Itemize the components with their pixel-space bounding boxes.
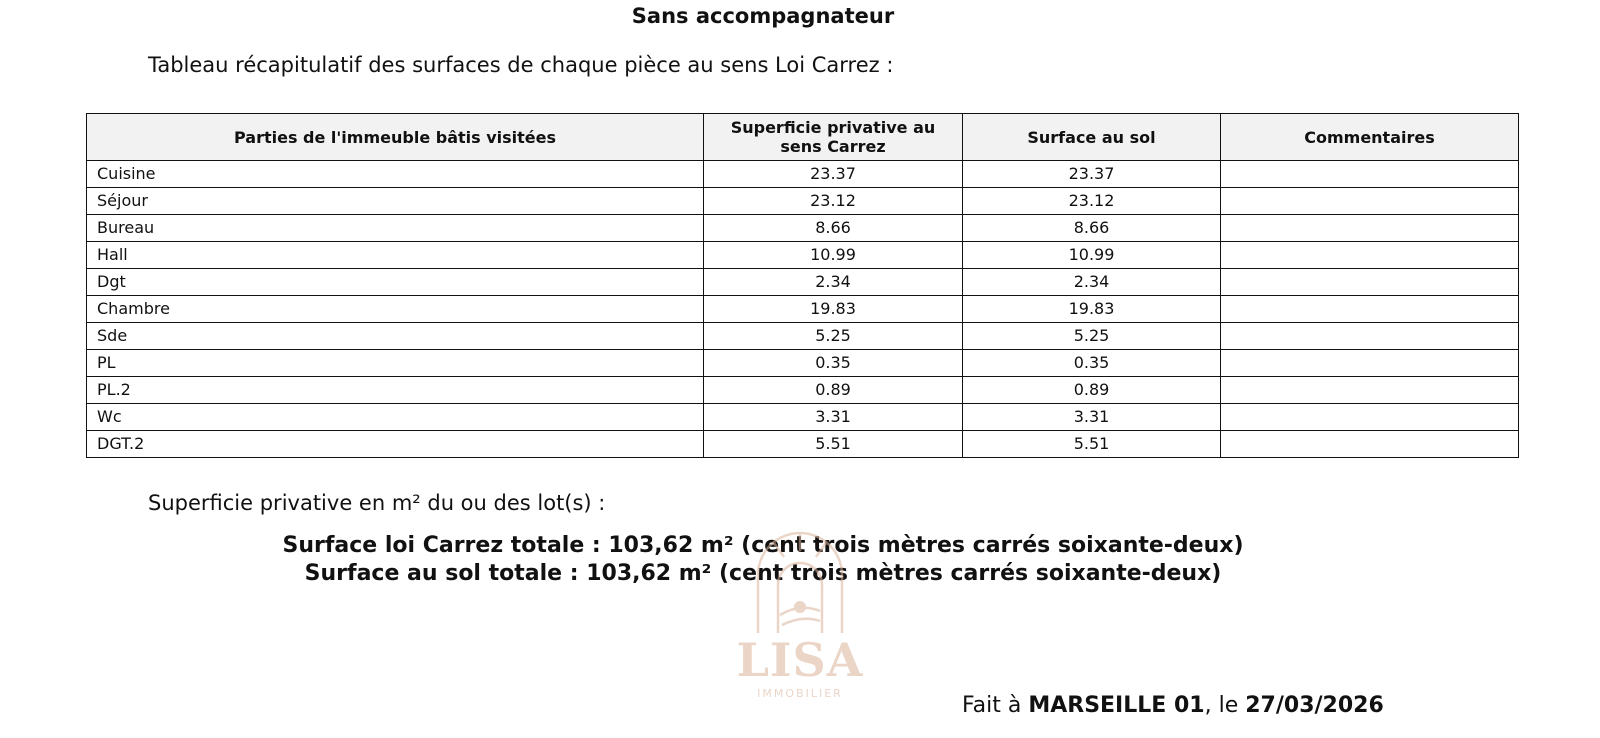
signoff-prefix: Fait à <box>962 693 1029 718</box>
table-row <box>87 242 1519 269</box>
carrez-cell: 19.83 <box>704 296 963 323</box>
carrez-cell: 23.37 <box>704 161 963 188</box>
section-heading: Sans accompagnateur <box>631 4 895 28</box>
sol-cell: 23.12 <box>963 188 1221 215</box>
room-cell: Wc <box>87 404 704 431</box>
sol-cell: 10.99 <box>963 242 1221 269</box>
room-cell: Hall <box>87 242 704 269</box>
surfaces-table <box>86 113 1519 458</box>
total-sol-line: Surface au sol totale : 103,62 m² (cent trois mètres carrés soixante-deux) <box>304 561 1222 586</box>
room-cell: Dgt <box>87 269 704 296</box>
comment-cell <box>1221 404 1519 431</box>
comment-cell <box>1221 188 1519 215</box>
comment-cell <box>1221 296 1519 323</box>
table-intro: Tableau récapitulatif des surfaces de chaque pièce au sens Loi Carrez : <box>148 53 894 77</box>
total-carrez-line: Surface loi Carrez totale : 103,62 m² (cent trois mètres carrés soixante-deux) <box>282 533 1244 558</box>
room-cell: PL.2 <box>87 377 704 404</box>
signoff-date: 27/03/2026 <box>1245 693 1384 718</box>
table-row <box>87 350 1519 377</box>
table-row <box>87 269 1519 296</box>
table-row <box>87 215 1519 242</box>
comment-cell <box>1221 215 1519 242</box>
agency-watermark <box>730 525 870 705</box>
header-room: Parties de l'immeuble bâtis visitées <box>87 114 704 161</box>
comment-cell <box>1221 377 1519 404</box>
table-row <box>87 296 1519 323</box>
signoff-city: MARSEILLE 01 <box>1028 693 1205 718</box>
table-header-row <box>87 114 1519 161</box>
carrez-cell: 10.99 <box>704 242 963 269</box>
lighthouse-logo-icon <box>730 525 870 635</box>
room-cell: Bureau <box>87 215 704 242</box>
carrez-cell: 3.31 <box>704 404 963 431</box>
comment-cell <box>1221 161 1519 188</box>
sol-cell: 19.83 <box>963 296 1221 323</box>
carrez-cell: 5.25 <box>704 323 963 350</box>
signoff-line <box>962 693 1384 718</box>
table-body <box>87 161 1519 458</box>
table-row <box>87 188 1519 215</box>
table-row <box>87 431 1519 458</box>
carrez-cell: 5.51 <box>704 431 963 458</box>
sol-cell: 5.51 <box>963 431 1221 458</box>
room-cell: Cuisine <box>87 161 704 188</box>
table-row <box>87 323 1519 350</box>
header-sol: Surface au sol <box>963 114 1221 161</box>
sol-cell: 3.31 <box>963 404 1221 431</box>
table-row <box>87 161 1519 188</box>
sol-cell: 8.66 <box>963 215 1221 242</box>
sol-cell: 0.89 <box>963 377 1221 404</box>
sol-cell: 23.37 <box>963 161 1221 188</box>
watermark-name: LISA <box>736 633 864 687</box>
watermark-subtitle: IMMOBILIER <box>757 687 843 700</box>
comment-cell <box>1221 350 1519 377</box>
table-row <box>87 404 1519 431</box>
header-comments: Commentaires <box>1221 114 1519 161</box>
lot-surface-subtitle: Superficie privative en m² du ou des lot(s) : <box>148 491 606 515</box>
header-carrez: Superficie privative au sens Carrez <box>704 114 963 161</box>
sol-cell: 0.35 <box>963 350 1221 377</box>
carrez-cell: 2.34 <box>704 269 963 296</box>
room-cell: Sde <box>87 323 704 350</box>
room-cell: Séjour <box>87 188 704 215</box>
carrez-cell: 8.66 <box>704 215 963 242</box>
carrez-cell: 0.89 <box>704 377 963 404</box>
room-cell: PL <box>87 350 704 377</box>
carrez-cell: 23.12 <box>704 188 963 215</box>
signoff-middle: , le <box>1204 693 1246 718</box>
sol-cell: 2.34 <box>963 269 1221 296</box>
comment-cell <box>1221 323 1519 350</box>
carrez-cell: 0.35 <box>704 350 963 377</box>
sol-cell: 5.25 <box>963 323 1221 350</box>
comment-cell <box>1221 269 1519 296</box>
room-cell: Chambre <box>87 296 704 323</box>
room-cell: DGT.2 <box>87 431 704 458</box>
comment-cell <box>1221 431 1519 458</box>
table-row <box>87 377 1519 404</box>
comment-cell <box>1221 242 1519 269</box>
